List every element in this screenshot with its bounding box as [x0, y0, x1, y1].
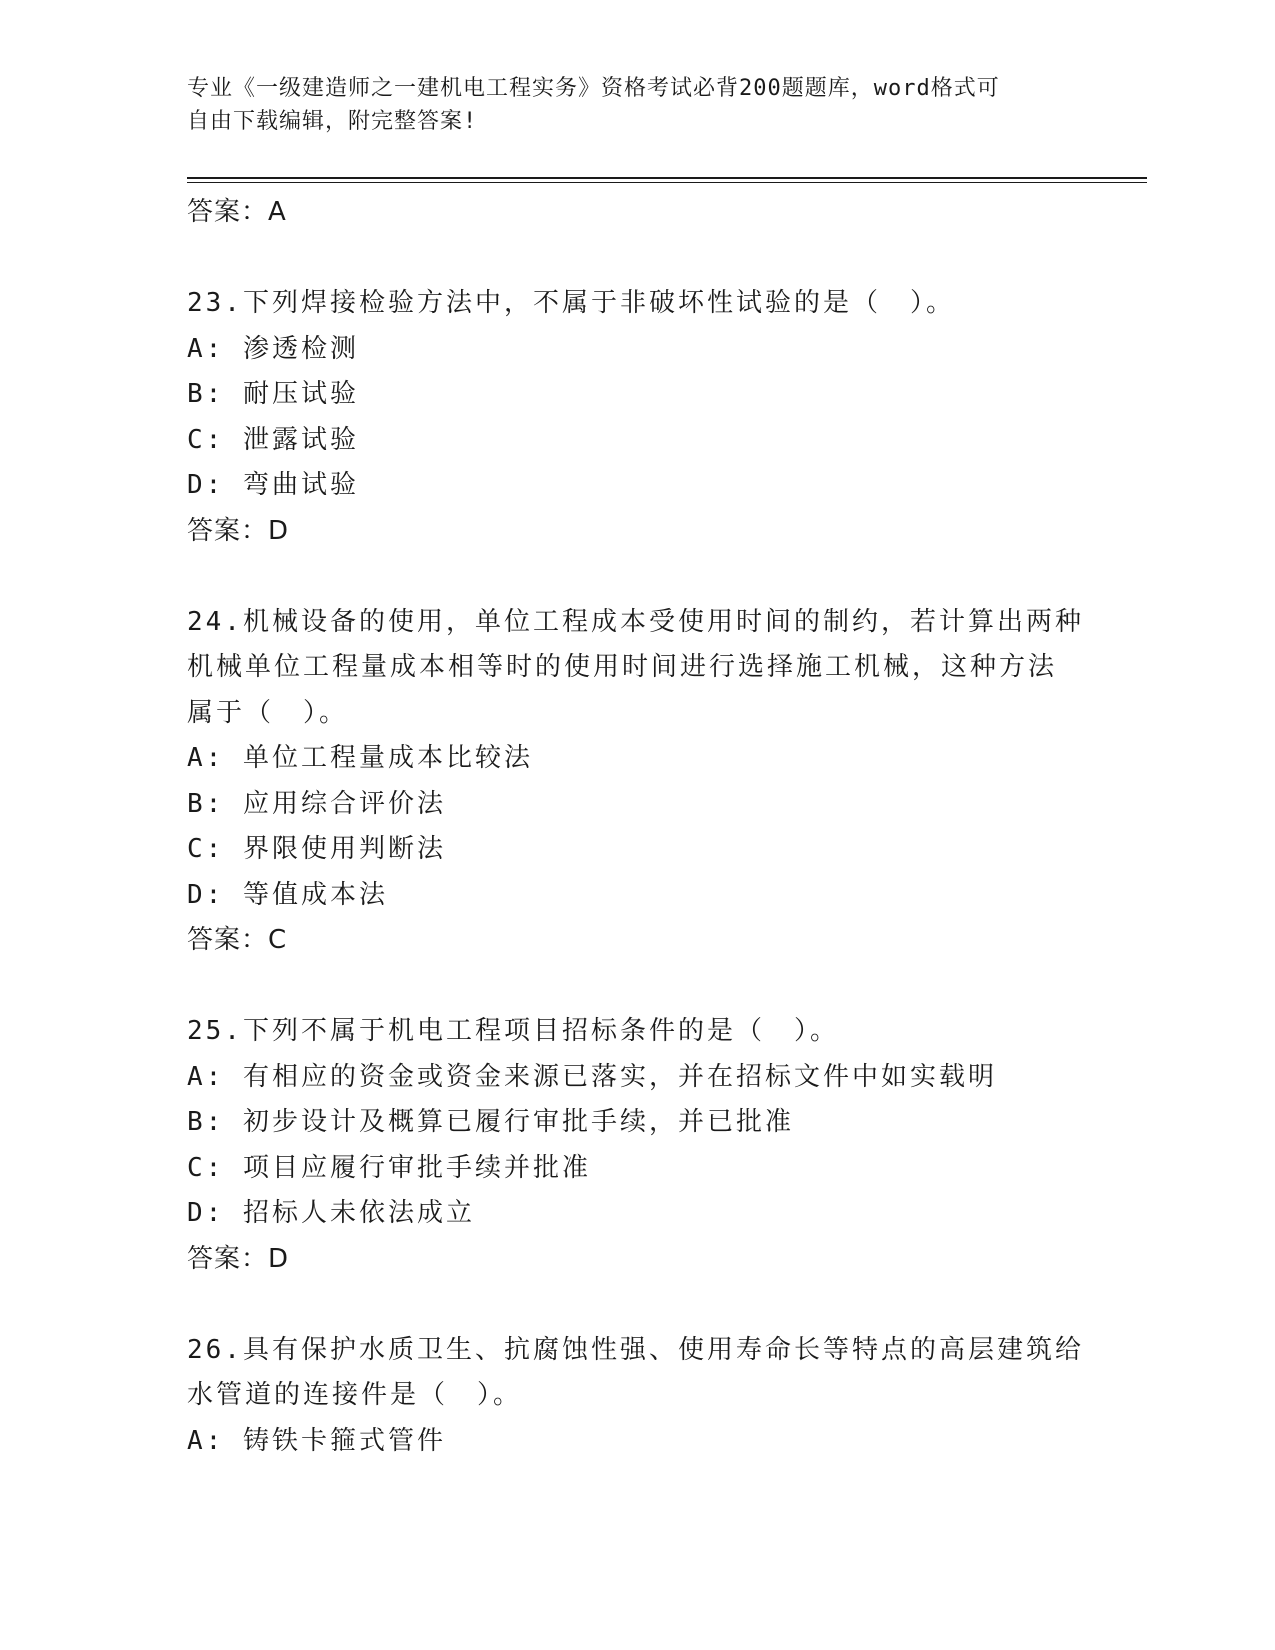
question-stem: 24.机械设备的使用，单位工程成本受使用时间的制约，若计算出两种: [187, 606, 1084, 637]
question-stem: 26.具有保护水质卫生、抗腐蚀性强、使用寿命长等特点的高层建筑给: [187, 1334, 1084, 1365]
question-stem: 水管道的连接件是（ ）。: [187, 1380, 523, 1410]
question-block: [187, 281, 1087, 554]
option-b: B: 初步设计及概算已履行审批手续，并已批准: [187, 1107, 794, 1137]
question-stem: 机械单位工程量成本相等时的使用时间进行选择施工机械，这种方法: [187, 652, 1058, 682]
answer-line: 答案：C: [187, 925, 288, 955]
option-c: C: 项目应履行审批手续并批准: [187, 1152, 591, 1183]
question-stem: 23.下列焊接检验方法中，不属于非破坏性试验的是（ ）。: [187, 288, 955, 318]
question-block: [187, 1009, 1087, 1282]
option-a: A: 铸铁卡箍式管件: [187, 1425, 446, 1456]
option-c: C: 界限使用判断法: [187, 834, 446, 864]
option-c: C: 泄露试验: [187, 424, 359, 455]
spacer: [187, 1282, 1087, 1328]
spacer: [187, 554, 1087, 600]
option-d: D: 弯曲试验: [187, 470, 359, 500]
question-block: [187, 600, 1087, 964]
page-header: [187, 72, 1087, 138]
option-a: A: 渗透检测: [187, 333, 359, 364]
header-divider-thin: [187, 182, 1147, 183]
option-b: B: 应用综合评价法: [187, 788, 446, 819]
header-line: 自由下载编辑，附完整答案!: [187, 109, 478, 134]
option-a: A: 有相应的资金或资金来源已落实，并在招标文件中如实载明: [187, 1061, 997, 1092]
header-line: 专业《一级建造师之一建机电工程实务》资格考试必背200题题库，word格式可: [187, 76, 1000, 101]
header-divider: [187, 177, 1147, 179]
question-stem: 25.下列不属于机电工程项目招标条件的是（ ）。: [187, 1016, 839, 1046]
option-d: D: 招标人未依法成立: [187, 1198, 475, 1228]
answer-line: 答案：D: [187, 1243, 290, 1274]
answer-line: 答案：A: [187, 197, 287, 227]
question-stem: 属于（ ）。: [187, 697, 349, 728]
option-d: D: 等值成本法: [187, 879, 388, 910]
spacer: [187, 964, 1087, 1010]
spacer: [187, 236, 1087, 282]
question-list: [187, 190, 1087, 1464]
question-block: [187, 1328, 1087, 1465]
option-a: A: 单位工程量成本比较法: [187, 743, 533, 773]
answer-line: 答案：D: [187, 515, 290, 546]
option-b: B: 耐压试验: [187, 379, 359, 409]
